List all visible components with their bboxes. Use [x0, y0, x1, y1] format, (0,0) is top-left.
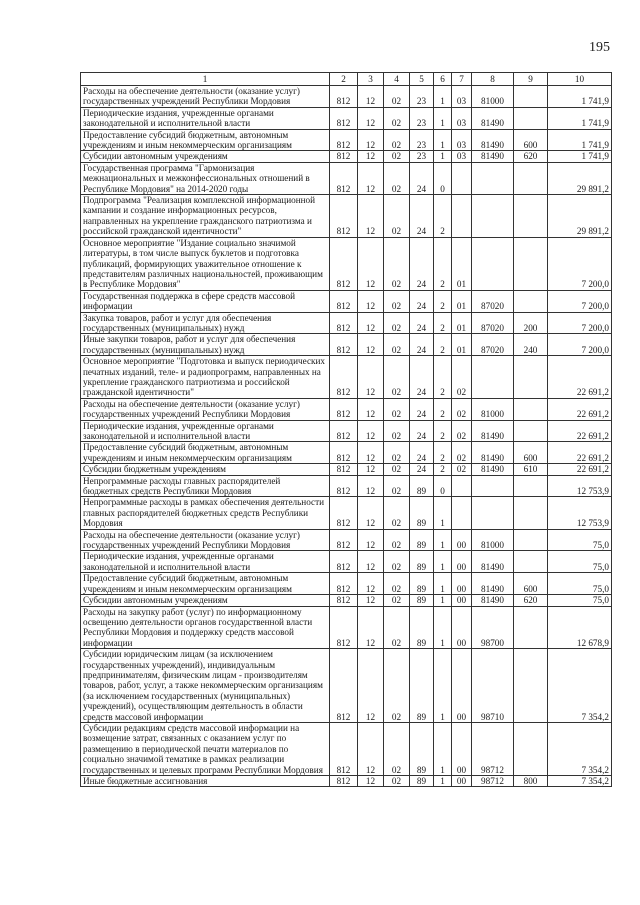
column-header: 3	[358, 73, 384, 86]
code-cell	[452, 162, 472, 194]
amount-cell: 22 691,2	[548, 442, 612, 464]
code-cell: 00	[452, 606, 472, 649]
code-cell	[472, 195, 514, 238]
code-cell: 12	[358, 722, 384, 775]
code-cell: 2	[434, 312, 452, 334]
code-cell: 12	[358, 356, 384, 399]
code-cell: 00	[452, 595, 472, 606]
code-cell: 812	[330, 722, 358, 775]
code-cell: 24	[410, 420, 434, 442]
code-cell	[514, 398, 548, 420]
code-cell: 23	[410, 129, 434, 151]
amount-cell: 75,0	[548, 529, 612, 551]
code-cell	[514, 356, 548, 399]
row-name-cell: Основное мероприятие "Издание социально значимой литературы, в том числе выпуск буклетов и подготовка публикаций, формирующих уважительное отношение к представителям различных национальностей, проживающим в Республике Мордовия"	[81, 237, 330, 290]
code-cell: 87020	[472, 290, 514, 312]
table-header-row	[81, 73, 612, 86]
row-name-cell: Иные бюджетные ассигнования	[81, 776, 330, 787]
table-row	[81, 649, 612, 723]
code-cell: 01	[452, 237, 472, 290]
amount-cell: 1 741,9	[548, 107, 612, 129]
amount-cell: 75,0	[548, 551, 612, 573]
row-name-cell: Субсидии юридическим лицам (за исключением государственных учреждений), индивидуальным предпринимателям, физическим лицам - производителям товаров, работ, услуг, а также некоммерческим организациям (за исключением государственных (муниципальных) учреждений), осуществляющим деятельность в области средств массовой информации	[81, 649, 330, 723]
code-cell: 812	[330, 151, 358, 162]
code-cell: 600	[514, 129, 548, 151]
code-cell: 12	[358, 129, 384, 151]
row-name-cell: Субсидии автономным учреждениям	[81, 151, 330, 162]
code-cell	[472, 237, 514, 290]
code-cell: 812	[330, 398, 358, 420]
code-cell: 1	[434, 129, 452, 151]
table-row	[81, 290, 612, 312]
code-cell: 81490	[472, 442, 514, 464]
column-header: 2	[330, 73, 358, 86]
code-cell: 1	[434, 497, 452, 529]
code-cell	[514, 606, 548, 649]
code-cell: 02	[384, 722, 410, 775]
code-cell: 01	[452, 290, 472, 312]
code-cell: 02	[384, 398, 410, 420]
code-cell: 89	[410, 606, 434, 649]
code-cell: 81000	[472, 86, 514, 108]
row-name-cell: Субсидии редакциям средств массовой информации на возмещение затрат, связанных с оказанием услуг по размещению в периодической печати материалов по социально значимой тематике в рамках реализации государственных и целевых программ Республики Мордовия	[81, 722, 330, 775]
code-cell: 03	[452, 129, 472, 151]
code-cell	[514, 107, 548, 129]
code-cell: 00	[452, 529, 472, 551]
code-cell: 12	[358, 464, 384, 475]
amount-cell: 7 354,2	[548, 649, 612, 723]
code-cell	[452, 475, 472, 497]
code-cell: 02	[452, 356, 472, 399]
code-cell: 02	[384, 237, 410, 290]
amount-cell: 7 200,0	[548, 290, 612, 312]
code-cell: 81490	[472, 107, 514, 129]
code-cell: 812	[330, 162, 358, 194]
code-cell: 02	[384, 475, 410, 497]
code-cell: 89	[410, 497, 434, 529]
row-name-cell: Основное мероприятие "Подготовка и выпуск периодических печатных изданий, теле- и радиопрограмм, направленных на укрепление гражданского патриотизма и российской гражданской идентичности"	[81, 356, 330, 399]
code-cell: 12	[358, 398, 384, 420]
code-cell: 12	[358, 290, 384, 312]
code-cell: 24	[410, 442, 434, 464]
code-cell: 02	[384, 776, 410, 787]
row-name-cell: Расходы на обеспечение деятельности (оказание услуг) государственных учреждений Республики Мордовия	[81, 398, 330, 420]
amount-cell: 75,0	[548, 595, 612, 606]
code-cell: 812	[330, 420, 358, 442]
code-cell: 02	[384, 162, 410, 194]
column-header: 6	[434, 73, 452, 86]
code-cell: 02	[384, 595, 410, 606]
code-cell: 89	[410, 475, 434, 497]
table-row	[81, 722, 612, 775]
code-cell: 89	[410, 776, 434, 787]
row-name-cell: Предоставление субсидий бюджетным, автономным учреждениям и иным некоммерческим организациям	[81, 442, 330, 464]
code-cell: 12	[358, 606, 384, 649]
table-row	[81, 551, 612, 573]
code-cell: 812	[330, 606, 358, 649]
code-cell: 12	[358, 195, 384, 238]
column-header: 9	[514, 73, 548, 86]
table-row	[81, 195, 612, 238]
code-cell: 89	[410, 529, 434, 551]
code-cell	[472, 475, 514, 497]
code-cell: 00	[452, 776, 472, 787]
column-header: 10	[548, 73, 612, 86]
code-cell: 12	[358, 312, 384, 334]
amount-cell: 7 200,0	[548, 312, 612, 334]
code-cell: 1	[434, 776, 452, 787]
code-cell	[514, 722, 548, 775]
code-cell: 24	[410, 334, 434, 356]
code-cell: 02	[384, 334, 410, 356]
code-cell: 12	[358, 497, 384, 529]
code-cell: 2	[434, 420, 452, 442]
code-cell: 02	[384, 464, 410, 475]
page-number: 195	[589, 40, 610, 55]
code-cell: 812	[330, 312, 358, 334]
code-cell: 87020	[472, 334, 514, 356]
code-cell: 2	[434, 195, 452, 238]
row-name-cell: Закупка товаров, работ и услуг для обеспечения государственных (муниципальных) нужд	[81, 312, 330, 334]
code-cell: 2	[434, 237, 452, 290]
code-cell: 12	[358, 420, 384, 442]
code-cell: 02	[384, 442, 410, 464]
table-row	[81, 776, 612, 787]
code-cell: 24	[410, 195, 434, 238]
code-cell: 00	[452, 573, 472, 595]
amount-cell: 7 354,2	[548, 722, 612, 775]
code-cell: 2	[434, 398, 452, 420]
code-cell: 24	[410, 464, 434, 475]
code-cell: 89	[410, 649, 434, 723]
code-cell: 24	[410, 162, 434, 194]
table-row	[81, 464, 612, 475]
code-cell: 24	[410, 237, 434, 290]
code-cell: 02	[384, 497, 410, 529]
row-name-cell: Периодические издания, учрежденные органами законодательной и исполнительной власти	[81, 420, 330, 442]
code-cell: 23	[410, 107, 434, 129]
code-cell: 12	[358, 86, 384, 108]
code-cell: 02	[384, 606, 410, 649]
code-cell: 12	[358, 529, 384, 551]
code-cell: 812	[330, 529, 358, 551]
code-cell: 00	[452, 649, 472, 723]
code-cell: 00	[452, 551, 472, 573]
code-cell: 2	[434, 334, 452, 356]
code-cell: 81490	[472, 573, 514, 595]
code-cell: 02	[384, 420, 410, 442]
table-row	[81, 398, 612, 420]
amount-cell: 22 691,2	[548, 356, 612, 399]
code-cell	[514, 237, 548, 290]
column-header: 7	[452, 73, 472, 86]
column-header: 8	[472, 73, 514, 86]
code-cell: 02	[384, 86, 410, 108]
code-cell: 1	[434, 595, 452, 606]
row-name-cell: Подпрограмма "Реализация комплексной информационной кампании и создание информационных ресурсов, направленных на укрепление гражданского патриотизма и российской гражданской идентичности"	[81, 195, 330, 238]
row-name-cell: Периодические издания, учрежденные органами законодательной и исполнительной власти	[81, 107, 330, 129]
code-cell: 600	[514, 442, 548, 464]
column-header: 4	[384, 73, 410, 86]
code-cell: 12	[358, 162, 384, 194]
row-name-cell: Непрограммные расходы главных распорядителей бюджетных средств Республики Мордовия	[81, 475, 330, 497]
table-row	[81, 420, 612, 442]
code-cell: 02	[384, 356, 410, 399]
code-cell: 12	[358, 573, 384, 595]
code-cell: 81490	[472, 595, 514, 606]
code-cell: 0	[434, 162, 452, 194]
row-name-cell: Иные закупки товаров, работ и услуг для обеспечения государственных (муниципальных) нужд	[81, 334, 330, 356]
code-cell: 02	[452, 464, 472, 475]
code-cell: 01	[452, 334, 472, 356]
code-cell: 81490	[472, 464, 514, 475]
table-row	[81, 356, 612, 399]
row-name-cell: Государственная программа "Гармонизация межнациональных и межконфессиональных отношений в Республике Мордовия" на 2014-2020 годы	[81, 162, 330, 194]
code-cell: 610	[514, 464, 548, 475]
code-cell: 812	[330, 195, 358, 238]
table-row	[81, 151, 612, 162]
amount-cell: 12 753,9	[548, 475, 612, 497]
amount-cell: 12 753,9	[548, 497, 612, 529]
code-cell: 1	[434, 86, 452, 108]
table-row	[81, 237, 612, 290]
code-cell: 0	[434, 475, 452, 497]
code-cell: 03	[452, 151, 472, 162]
code-cell: 02	[452, 398, 472, 420]
code-cell: 01	[452, 312, 472, 334]
code-cell: 12	[358, 595, 384, 606]
code-cell: 1	[434, 151, 452, 162]
code-cell: 81490	[472, 151, 514, 162]
code-cell: 812	[330, 290, 358, 312]
code-cell	[514, 195, 548, 238]
code-cell	[472, 497, 514, 529]
code-cell: 2	[434, 356, 452, 399]
amount-cell: 7 200,0	[548, 334, 612, 356]
code-cell: 812	[330, 356, 358, 399]
code-cell: 812	[330, 649, 358, 723]
row-name-cell: Предоставление субсидий бюджетным, автономным учреждениям и иным некоммерческим организациям	[81, 129, 330, 151]
amount-cell: 12 678,9	[548, 606, 612, 649]
amount-cell: 29 891,2	[548, 195, 612, 238]
code-cell: 2	[434, 290, 452, 312]
code-cell: 89	[410, 595, 434, 606]
table-row	[81, 475, 612, 497]
table-row	[81, 442, 612, 464]
budget-table	[80, 72, 612, 787]
code-cell: 812	[330, 475, 358, 497]
table-row	[81, 107, 612, 129]
code-cell: 12	[358, 334, 384, 356]
code-cell	[514, 420, 548, 442]
code-cell: 12	[358, 475, 384, 497]
row-name-cell: Расходы на обеспечение деятельности (оказание услуг) государственных учреждений Республики Мордовия	[81, 529, 330, 551]
code-cell: 81000	[472, 529, 514, 551]
code-cell: 81490	[472, 129, 514, 151]
code-cell: 1	[434, 573, 452, 595]
code-cell	[472, 356, 514, 399]
table-body	[81, 86, 612, 787]
code-cell: 812	[330, 129, 358, 151]
code-cell: 81000	[472, 398, 514, 420]
code-cell: 12	[358, 442, 384, 464]
table-row	[81, 86, 612, 108]
code-cell: 00	[452, 722, 472, 775]
row-name-cell: Предоставление субсидий бюджетным, автономным учреждениям и иным некоммерческим организациям	[81, 573, 330, 595]
code-cell: 24	[410, 398, 434, 420]
amount-cell: 22 691,2	[548, 398, 612, 420]
amount-cell: 22 691,2	[548, 420, 612, 442]
code-cell: 1	[434, 649, 452, 723]
code-cell: 03	[452, 107, 472, 129]
code-cell: 1	[434, 606, 452, 649]
code-cell: 2	[434, 464, 452, 475]
code-cell: 02	[384, 649, 410, 723]
code-cell: 12	[358, 551, 384, 573]
code-cell: 620	[514, 595, 548, 606]
code-cell	[514, 86, 548, 108]
table-row	[81, 162, 612, 194]
amount-cell: 1 741,9	[548, 129, 612, 151]
code-cell: 98710	[472, 649, 514, 723]
code-cell: 812	[330, 776, 358, 787]
code-cell	[514, 529, 548, 551]
code-cell: 98712	[472, 722, 514, 775]
code-cell: 02	[384, 312, 410, 334]
table-row	[81, 334, 612, 356]
code-cell: 1	[434, 551, 452, 573]
amount-cell: 7 200,0	[548, 237, 612, 290]
row-name-cell: Государственная поддержка в сфере средств массовой информации	[81, 290, 330, 312]
amount-cell: 22 691,2	[548, 464, 612, 475]
code-cell: 87020	[472, 312, 514, 334]
code-cell: 02	[384, 529, 410, 551]
row-name-cell: Субсидии автономным учреждениям	[81, 595, 330, 606]
code-cell: 02	[384, 551, 410, 573]
amount-cell: 75,0	[548, 573, 612, 595]
code-cell: 02	[384, 195, 410, 238]
code-cell: 2	[434, 442, 452, 464]
row-name-cell: Субсидии бюджетным учреждениям	[81, 464, 330, 475]
code-cell: 24	[410, 312, 434, 334]
code-cell: 1	[434, 722, 452, 775]
code-cell: 24	[410, 356, 434, 399]
table-row	[81, 595, 612, 606]
code-cell	[514, 497, 548, 529]
column-header: 5	[410, 73, 434, 86]
code-cell: 812	[330, 237, 358, 290]
code-cell: 81490	[472, 420, 514, 442]
code-cell: 02	[384, 107, 410, 129]
code-cell: 12	[358, 237, 384, 290]
code-cell: 89	[410, 722, 434, 775]
code-cell: 02	[384, 151, 410, 162]
row-name-cell: Расходы на обеспечение деятельности (оказание услуг) государственных учреждений Республики Мордовия	[81, 86, 330, 108]
table-row	[81, 529, 612, 551]
code-cell: 812	[330, 551, 358, 573]
column-header: 1	[81, 73, 330, 86]
code-cell: 02	[384, 573, 410, 595]
code-cell: 812	[330, 497, 358, 529]
code-cell: 600	[514, 573, 548, 595]
code-cell	[452, 497, 472, 529]
table-row	[81, 606, 612, 649]
code-cell: 89	[410, 573, 434, 595]
code-cell: 812	[330, 573, 358, 595]
code-cell: 02	[452, 420, 472, 442]
code-cell: 02	[384, 290, 410, 312]
code-cell: 98700	[472, 606, 514, 649]
code-cell: 620	[514, 151, 548, 162]
code-cell: 812	[330, 86, 358, 108]
amount-cell: 29 891,2	[548, 162, 612, 194]
code-cell	[514, 649, 548, 723]
code-cell: 02	[452, 442, 472, 464]
code-cell: 800	[514, 776, 548, 787]
code-cell: 98712	[472, 776, 514, 787]
amount-cell: 1 741,9	[548, 86, 612, 108]
code-cell	[514, 162, 548, 194]
code-cell	[472, 162, 514, 194]
code-cell: 24	[410, 290, 434, 312]
code-cell: 23	[410, 151, 434, 162]
table-row	[81, 129, 612, 151]
table-row	[81, 312, 612, 334]
row-name-cell: Периодические издания, учрежденные органами законодательной и исполнительной власти	[81, 551, 330, 573]
code-cell: 12	[358, 776, 384, 787]
row-name-cell: Непрограммные расходы в рамках обеспечения деятельности главных распорядителей бюджетных средств Республики Мордовия	[81, 497, 330, 529]
code-cell: 1	[434, 107, 452, 129]
code-cell: 200	[514, 312, 548, 334]
code-cell: 03	[452, 86, 472, 108]
code-cell	[514, 551, 548, 573]
code-cell: 12	[358, 151, 384, 162]
table-row	[81, 497, 612, 529]
code-cell: 89	[410, 551, 434, 573]
code-cell: 23	[410, 86, 434, 108]
code-cell	[514, 475, 548, 497]
code-cell: 81490	[472, 551, 514, 573]
code-cell: 812	[330, 107, 358, 129]
code-cell: 812	[330, 464, 358, 475]
code-cell: 812	[330, 595, 358, 606]
table-row	[81, 573, 612, 595]
code-cell	[514, 290, 548, 312]
code-cell	[452, 195, 472, 238]
code-cell: 12	[358, 649, 384, 723]
code-cell: 812	[330, 442, 358, 464]
code-cell: 12	[358, 107, 384, 129]
amount-cell: 1 741,9	[548, 151, 612, 162]
code-cell: 812	[330, 334, 358, 356]
code-cell: 240	[514, 334, 548, 356]
row-name-cell: Расходы на закупку работ (услуг) по информационному освещению деятельности органов государственной власти Республики Мордовия и поддержку средств массовой информации	[81, 606, 330, 649]
amount-cell: 7 354,2	[548, 776, 612, 787]
code-cell: 02	[384, 129, 410, 151]
code-cell: 1	[434, 529, 452, 551]
